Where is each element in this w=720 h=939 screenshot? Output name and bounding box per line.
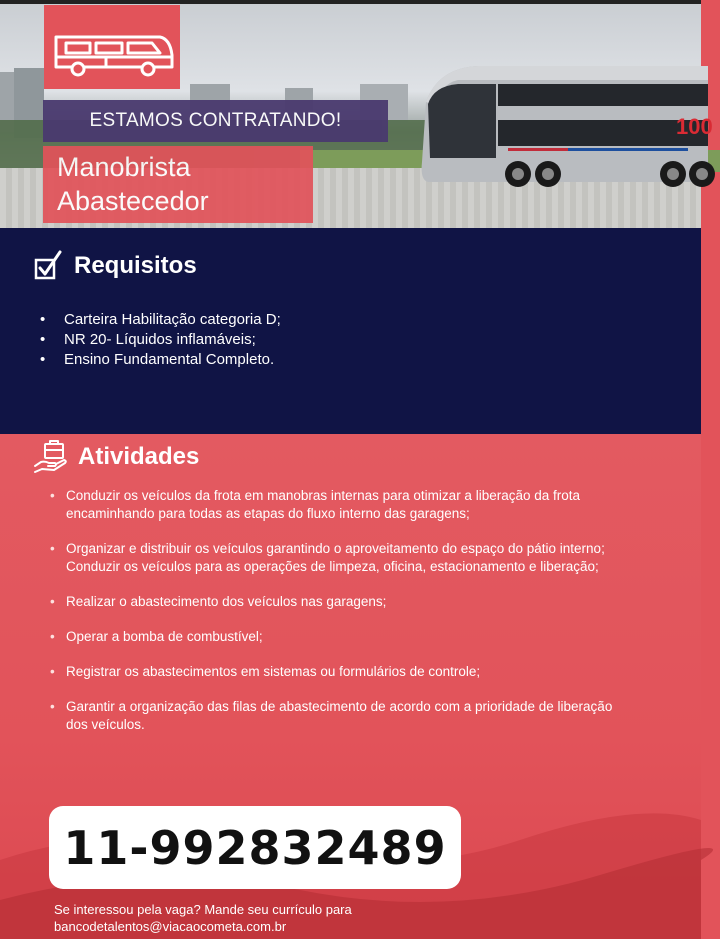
job-title-line2: Abastecedor [57,186,209,216]
requirements-list [40,310,281,370]
hiring-label: ESTAMOS CONTRATANDO! [89,110,342,131]
list-item: • Garantir a organização das filas de abastecimento de acordo com a prioridade de liberação dos veículos. [50,698,620,734]
hiring-banner [43,100,388,142]
bus-badge: 100 [676,114,713,139]
bus-photo [418,62,713,197]
job-title-line1: Manobrista [57,152,191,182]
hero-banner [0,0,713,228]
phone-number: 11-992832489 [63,820,447,875]
activities-heading [34,440,199,474]
requirements-title: Requisitos [74,252,197,279]
footer-line1: Se interessou pela vaga? Mande seu currículo para [54,902,352,917]
list-item: • Ensino Fundamental Completo. [40,350,281,370]
checkbox-check-icon [34,250,64,282]
bus-icon [44,5,180,89]
list-item: • Organizar e distribuir os veículos garantindo o aproveitamento do espaço do pátio interno; Conduzir os veículos para as operações de limpeza, oficina, estacionamento e liberação; [50,540,620,576]
email-address: bancodetalentos@viacaocometa.com.br [54,919,287,934]
list-item: • NR 20- Líquidos inflamáveis; [40,330,281,350]
top-border [0,0,701,4]
list-item: • Conduzir os veículos da frota em manobras internas para otimizar a liberação da frota encaminhando para todas as etapas do fluxo interno das garagens; [50,487,620,523]
job-title-box [43,146,313,223]
briefcase-hand-icon [34,440,68,474]
activities-title: Atividades [78,443,200,470]
requirements-heading [34,250,197,282]
list-item: • Realizar o abastecimento dos veículos nas garagens; [50,593,620,611]
list-item: • Operar a bomba de combustível; [50,628,620,646]
logo-badge [44,5,180,89]
footer-text [54,901,352,935]
phone-card [49,806,461,889]
list-item: • Registrar os abastecimentos em sistemas ou formulários de controle; [50,663,620,681]
activities-list [50,487,620,751]
list-item: • Carteira Habilitação categoria D; [40,310,281,330]
